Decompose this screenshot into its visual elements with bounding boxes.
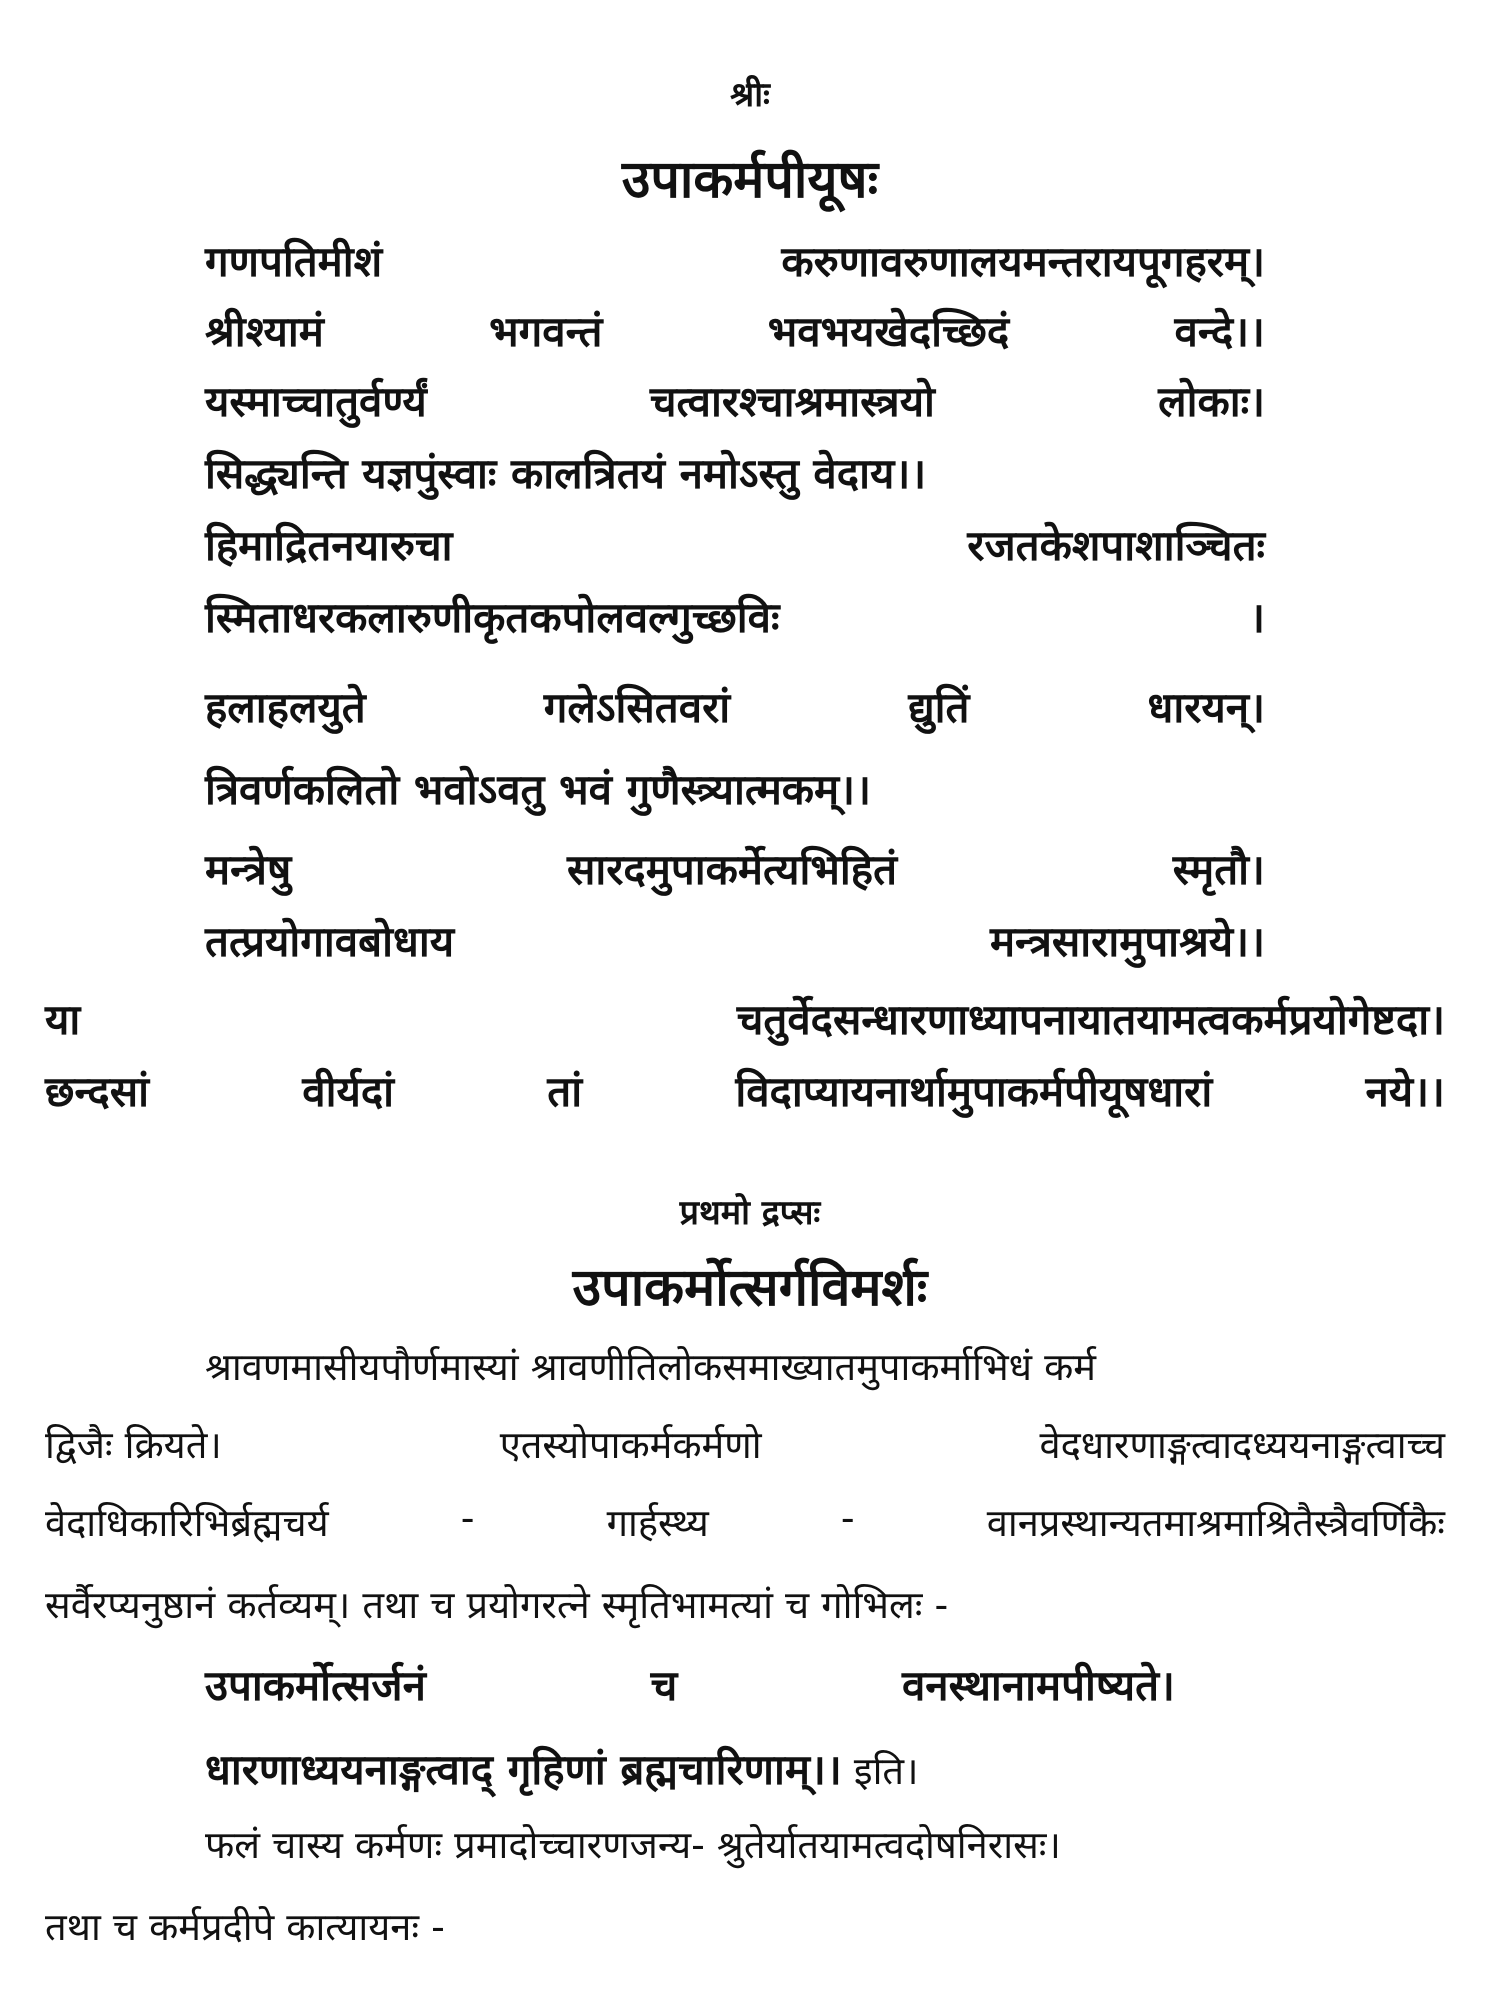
verse-word: चत्वारश्चाश्रमास्त्रयो (649, 377, 935, 426)
verse-word: चतुर्वेदसन्धारणाध्यापनायातयामत्वकर्मप्रयोगेष्टदा। (736, 995, 1445, 1044)
verse-word: भगवन्तं (489, 307, 603, 356)
paragraph-text: गार्हस्थ्य (606, 1501, 709, 1545)
paragraph-text: द्विजैः क्रियते। (45, 1423, 222, 1467)
paragraph-text: - (460, 1496, 475, 1540)
paragraph2-line-2: तथा च कर्मप्रदीपे कात्यायनः - (45, 1905, 445, 1949)
verse-line-3 (205, 372, 1265, 429)
quote-line-2 (205, 1740, 918, 1797)
verse-line-7 (205, 678, 1265, 735)
verse-word: त्रिवर्णकलितो भवोऽवतु भवं गुणैस्त्र्यात्मकम्।। (205, 765, 872, 814)
verse-word: मन्त्रसारामुपाश्रये।। (989, 917, 1265, 966)
quote-word: च (650, 1661, 678, 1710)
verse-line-5 (205, 516, 1265, 573)
verse-word: सारदमुपाकर्मेत्यभिहितं (566, 845, 898, 894)
verse-word: । (1249, 593, 1265, 642)
verse-line-4 (205, 444, 1265, 501)
chapter-number: प्रथमो द्रप्सः (679, 1193, 821, 1233)
verse-word: वन्दे।। (1174, 307, 1265, 356)
verse-line-1 (205, 232, 1265, 289)
page-title: उपाकर्मपीयूषः (621, 150, 879, 210)
paragraph-text: श्रावणमासीयपौर्णमास्यां श्रावणीतिलोकसमाख्यातमुपाकर्माभिधं कर्म (205, 1345, 1097, 1389)
quote-line-1 (205, 1656, 1175, 1713)
paragraph-text: वेदाधिकारिभिर्ब्रह्मचर्य (45, 1501, 329, 1545)
verse-word: तां (547, 1067, 583, 1116)
verse-line-6 (205, 588, 1265, 645)
verse-word: वीर्यदां (302, 1067, 395, 1116)
verse-word: स्मिताधरकलारुणीकृतकपोलवल्गुच्छविः (205, 593, 780, 642)
paragraph-line-3 (45, 1496, 1445, 1548)
verse-word: करुणावरुणालयमन्तरायपूगहरम्। (781, 237, 1265, 286)
verse-word: नये।। (1365, 1067, 1445, 1116)
verse-word: द्युतिं (908, 683, 970, 732)
verse-word: गणपतिमीशं (205, 237, 383, 286)
verse-word: सिद्ध्यन्ति यज्ञपुंस्वाः कालत्रितयं नमोऽस्तु वेदाय।। (205, 449, 927, 498)
verse-word: तत्प्रयोगावबोधाय (205, 917, 455, 966)
verse-word: स्मृतौ। (1172, 845, 1265, 894)
verse-line-2 (205, 302, 1265, 359)
paragraph2-line-1: फलं चास्य कर्मणः प्रमादोच्चारणजन्य- श्रुतेर्यातयामत्वदोषनिरासः। (205, 1823, 1061, 1867)
paragraph-text: एतस्योपाकर्मकर्मणो (499, 1423, 762, 1467)
verse-word: हलाहलयुते (205, 683, 366, 732)
verse-line-10 (205, 912, 1265, 969)
verse-line-11 (45, 990, 1445, 1047)
quote-word: उपाकर्मोत्सर्जनं (205, 1661, 426, 1710)
paragraph-text: वेदधारणाङ्गत्वादध्ययनाङ्गत्वाच्च (1039, 1423, 1445, 1467)
invocation: श्रीः (730, 75, 770, 115)
verse-word: श्रीश्यामं (205, 307, 324, 356)
paragraph-line-1 (205, 1340, 1445, 1392)
verse-word: विदाप्यायनार्थामुपाकर्मपीयूषधारां (735, 1067, 1213, 1116)
verse-word: हिमाद्रितनयारुचा (205, 521, 453, 570)
paragraph-line-4 (45, 1578, 1445, 1630)
verse-word: यस्माच्चातुर्वर्ण्यं (205, 377, 427, 426)
verse-word: मन्त्रेषु (205, 845, 292, 894)
verse-word: या (45, 995, 81, 1044)
paragraph-text: - (840, 1496, 855, 1540)
verse-word: धारयन्। (1147, 683, 1265, 732)
verse-word: लोकाः। (1158, 377, 1265, 426)
quote-word: वनस्थानामपीष्यते। (901, 1661, 1175, 1710)
verse-line-8 (205, 760, 1265, 817)
quote-text: धारणाध्ययनाङ्गत्वाद् गृहिणां ब्रह्मचारिणाम्।। (205, 1745, 842, 1794)
paragraph-text: वानप्रस्थान्यतमाश्रमाश्रितैस्त्रैवर्णिकैः (986, 1501, 1445, 1545)
chapter-title: उपाकर्मोत्सर्गविमर्शः (572, 1258, 928, 1318)
verse-line-9 (205, 840, 1265, 897)
paragraph-text: सर्वैरप्यनुष्ठानं कर्तव्यम्। तथा च प्रयोगरत्ने स्मृतिभामत्यां च गोभिलः - (45, 1583, 949, 1627)
verse-line-12 (45, 1062, 1445, 1119)
paragraph-line-2 (45, 1418, 1445, 1470)
verse-word: रजतकेशपाशाञ्चितः (967, 521, 1265, 570)
quote-iti: इति। (841, 1749, 919, 1793)
verse-word: भवभयखेदच्छिदं (767, 307, 1010, 356)
verse-word: गलेऽसितवरां (543, 683, 731, 732)
verse-word: छन्दसां (45, 1067, 149, 1116)
